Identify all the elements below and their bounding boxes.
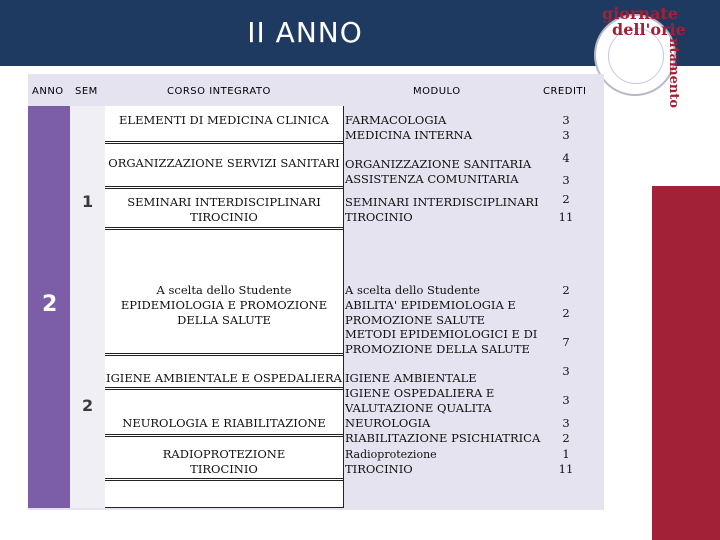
corso-cell: EPIDEMIOLOGIA E PROMOZIONE [120, 298, 328, 312]
crediti-cell: 3 [562, 416, 570, 430]
anno-value: 2 [42, 292, 58, 317]
row-divider [105, 434, 343, 435]
row-divider [105, 229, 343, 230]
crediti-cell: 1 [562, 447, 570, 461]
corso-cell: A scelta dello Studente [156, 283, 292, 297]
corso-cell: NEUROLOGIA E RIABILITAZIONE [122, 416, 326, 430]
corso-modulo-divider [343, 106, 344, 508]
logo-text-line2: dell'orie [612, 20, 686, 39]
modulo-cell: METODI EPIDEMIOLOGICI E DI [345, 327, 538, 341]
sem-column [70, 106, 105, 508]
modulo-cell: ORGANIZZAZIONE SANITARIA [345, 157, 532, 171]
logo-text-line3: ntamento [666, 38, 681, 109]
crediti-cell: 4 [562, 151, 570, 165]
row-divider [105, 387, 343, 388]
row-divider [105, 507, 343, 508]
crediti-cell: 3 [562, 393, 570, 407]
corso-cell: RADIOPROTEZIONE [162, 447, 286, 461]
crediti-cell: 2 [562, 192, 570, 206]
header-sem: SEM [75, 86, 98, 97]
header-modulo: MODULO [413, 86, 461, 97]
header-corso: CORSO INTEGRATO [167, 86, 271, 97]
corso-cell: TIROCINIO [190, 210, 258, 224]
crediti-cell: 11 [558, 210, 574, 224]
modulo-cell: TIROCINIO [345, 462, 413, 476]
modulo-cell: NEUROLOGIA [345, 416, 431, 430]
crediti-cell: 11 [558, 462, 574, 476]
row-divider [105, 436, 343, 437]
modulo-cell: SEMINARI INTERDISCIPLINARI [345, 195, 539, 209]
header-crediti: CREDITI [543, 86, 587, 97]
modulo-cell: RIABILITAZIONE PSICHIATRICA [345, 431, 541, 445]
corso-cell: TIROCINIO [190, 462, 258, 476]
crediti-cell: 7 [562, 335, 570, 349]
row-divider [105, 188, 343, 189]
corso-cell: ELEMENTI DI MEDICINA CLINICA [119, 113, 329, 127]
row-divider [105, 480, 343, 481]
row-divider [105, 478, 343, 479]
modulo-cell: IGIENE AMBIENTALE [345, 371, 477, 385]
crediti-cell: 3 [562, 173, 570, 187]
row-divider [105, 355, 343, 356]
modulo-cell: TIROCINIO [345, 210, 413, 224]
crediti-cell: 2 [562, 431, 570, 445]
modulo-cell: A scelta dello Studente [345, 283, 480, 297]
corso-cell: SEMINARI INTERDISCIPLINARI [127, 195, 321, 209]
modulo-cell: FARMACOLOGIA [345, 113, 447, 127]
modulo-cell: PROMOZIONE SALUTE [345, 313, 486, 327]
row-divider [105, 186, 343, 187]
corso-cell: IGIENE AMBIENTALE E OSPEDALIERA [106, 371, 342, 385]
corso-cell: DELLA SALUTE [177, 313, 271, 327]
logo-text-line1: giornate [602, 4, 678, 23]
header-anno: ANNO [32, 86, 64, 97]
row-divider [105, 143, 343, 144]
modulo-cell: ABILITA' EPIDEMIOLOGIA E [345, 298, 516, 312]
row-divider [105, 389, 343, 390]
row-divider [105, 141, 343, 142]
corso-cell: ORGANIZZAZIONE SERVIZI SANITARI [108, 156, 340, 170]
crediti-cell: 3 [562, 128, 570, 142]
row-divider [105, 227, 343, 228]
row-divider [105, 353, 343, 354]
crediti-cell: 2 [562, 283, 570, 297]
modulo-cell: MEDICINA INTERNA [345, 128, 472, 142]
modulo-cell: IGIENE OSPEDALIERA E [345, 386, 495, 400]
crediti-cell: 3 [562, 113, 570, 127]
crediti-cell: 3 [562, 364, 570, 378]
slide-title: II ANNO [247, 16, 363, 49]
sem-value-2: 2 [82, 396, 94, 415]
modulo-cell: VALUTAZIONE QUALITA [345, 401, 492, 415]
modulo-cell: Radioprotezione [345, 448, 437, 461]
sem-value-1: 1 [82, 192, 94, 211]
modulo-cell: ASSISTENZA COMUNITARIA [345, 172, 519, 186]
decorative-side-bar [652, 186, 720, 540]
modulo-cell: PROMOZIONE DELLA SALUTE [345, 342, 530, 356]
crediti-cell: 2 [562, 306, 570, 320]
